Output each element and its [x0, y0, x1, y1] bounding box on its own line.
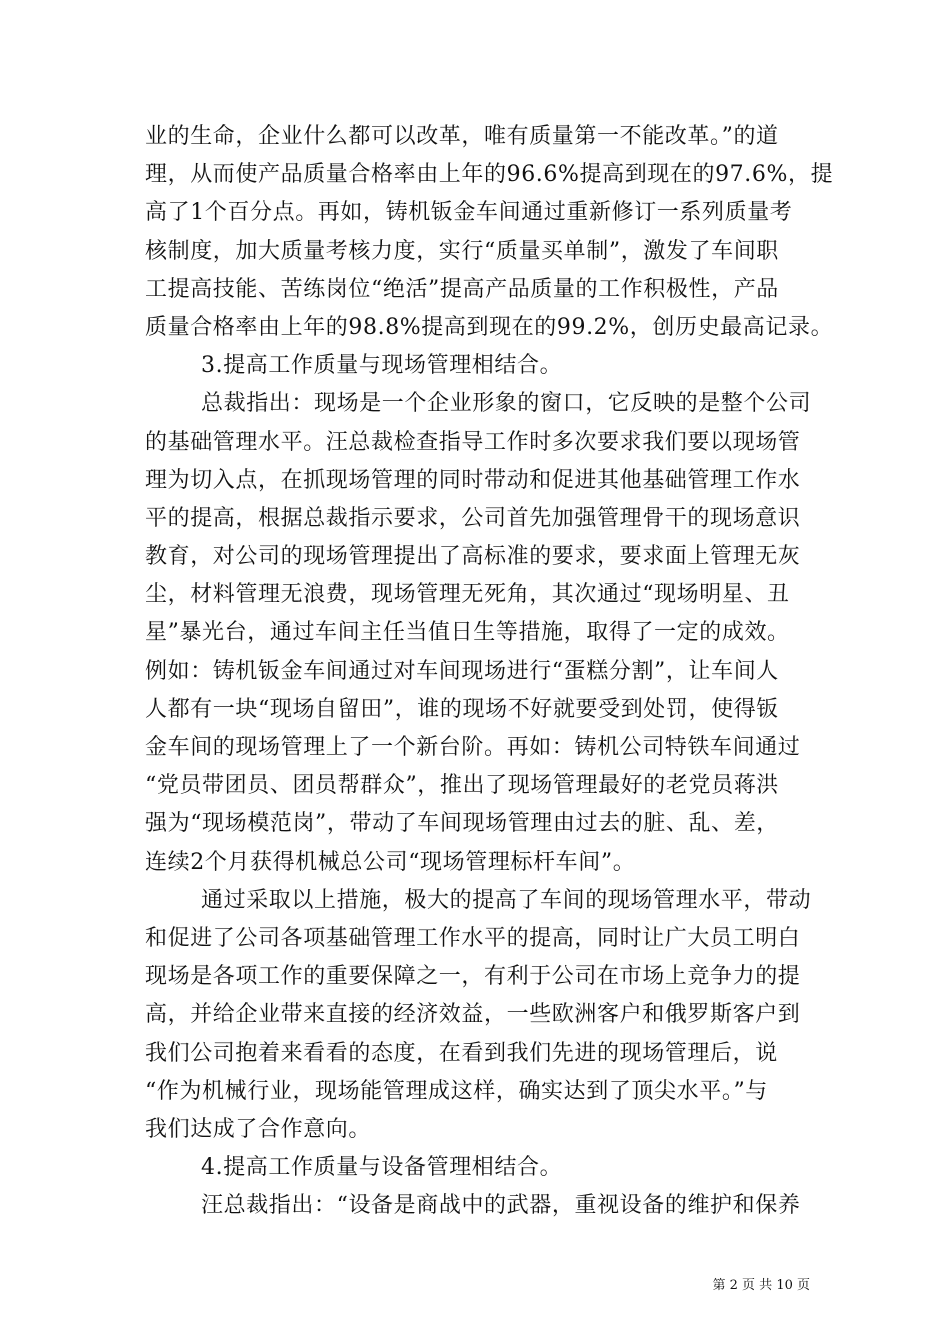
section-heading: 4.提高工作质量与设备管理相结合。 [201, 1155, 563, 1181]
text-line: 工提高技能、苦练岗位“绝活”提高产品质量的工作积极性，产品 [145, 276, 779, 302]
text-line: 金车间的现场管理上了一个新台阶。再如：铸机公司特铁车间通过 [145, 735, 801, 760]
text-line: 平的提高，根据总裁指示要求，公司首先加强管理骨干的现场意识 [145, 505, 801, 531]
text-line: 现场是各项工作的重要保障之一，有利于公司在市场上竞争力的提 [145, 964, 801, 990]
text-line: 的基础管理水平。汪总裁检查指导工作时多次要求我们要以现场管 [145, 429, 801, 455]
text-line: 教育，对公司的现场管理提出了高标准的要求，要求面上管理无灰 [145, 544, 801, 570]
text-line: 强为“现场模范岗”，带动了车间现场管理由过去的脏、乱、差， [145, 811, 779, 837]
text-line: “作为机械行业，现场能管理成这样，确实达到了顶尖水平。”与 [145, 1078, 768, 1104]
text-line: 核制度，加大质量考核力度，实行“质量买单制”，激发了车间职 [145, 238, 779, 264]
text-line: 高了1个百分点。再如，铸机钣金车间通过重新修订一系列质量考 [145, 200, 793, 226]
body-text [145, 118, 834, 1225]
text-line: 总裁指出：现场是一个企业形象的窗口，它反映的是整个公司 [201, 391, 812, 417]
text-line: 理，从而使产品质量合格率由上年的96.6%提高到现在的97.6%，提 [145, 162, 834, 188]
text-line: 高，并给企业带来直接的经济效益，一些欧洲客户和俄罗斯客户到 [145, 1002, 801, 1028]
section-heading: 3.提高工作质量与现场管理相结合。 [201, 353, 563, 379]
text-line: 质量合格率由上年的98.8%提高到现在的99.2%，创历史最高记录。 [145, 314, 834, 340]
text-line: “党员带团员、团员帮群众”，推出了现场管理最好的老党员蒋洪 [145, 773, 779, 799]
text-line: 业的生命，企业什么都可以改革，唯有质量第一不能改革。”的道 [145, 124, 779, 149]
text-line: 通过采取以上措施，极大的提高了车间的现场管理水平，带动 [201, 887, 812, 913]
page-number: 第 2 页 共 10 页 [712, 1278, 810, 1293]
text-line: 我们达成了合作意向。 [145, 1116, 372, 1142]
text-line: 人都有一块“现场自留田”，谁的现场不好就要受到处罚，使得钣 [145, 696, 779, 722]
text-line: 连续2个月获得机械总公司“现场管理标杆车间”。 [145, 849, 636, 875]
text-line: 星”暴光台，通过车间主任当值日生等措施，取得了一定的成效。 [145, 620, 790, 646]
text-line: 理为切入点，在抓现场管理的同时带动和促进其他基础管理工作水 [145, 467, 801, 493]
text-line: 我们公司抱着来看看的态度，在看到我们先进的现场管理后，说 [145, 1040, 778, 1066]
text-line: 尘，材料管理无浪费，现场管理无死角，其次通过“现场明星、丑 [145, 582, 790, 608]
text-line: 和促进了公司各项基础管理工作水平的提高，同时让广大员工明白 [145, 925, 801, 951]
text-line: 汪总裁指出：“设备是商战中的武器，重视设备的维护和保养 [201, 1193, 801, 1219]
text-line: 例如：铸机钣金车间通过对车间现场进行“蛋糕分割”，让车间人 [145, 658, 779, 684]
